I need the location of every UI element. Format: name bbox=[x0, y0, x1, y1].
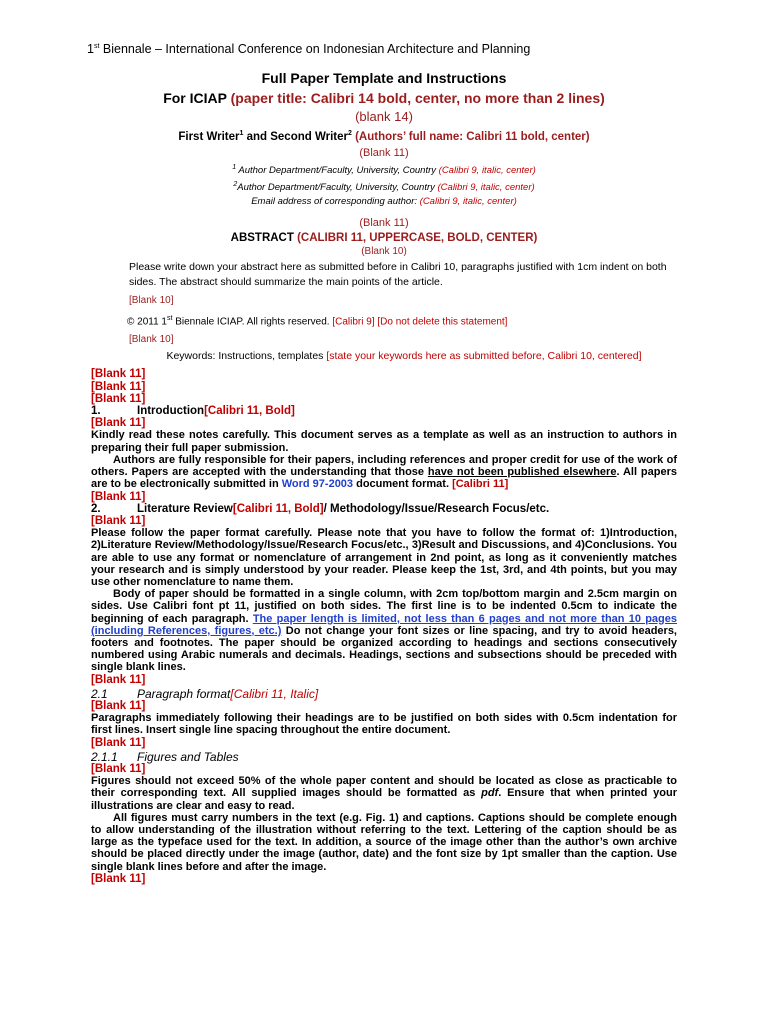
author-sup-1: 1 bbox=[239, 130, 244, 137]
keywords-line bbox=[91, 349, 677, 364]
authors-blank: (Blank 11) bbox=[359, 146, 409, 159]
email-note: (Calibri 9, italic, center) bbox=[419, 196, 517, 208]
abstract-blank-3: [Blank 10] bbox=[129, 334, 174, 346]
aff1-sup: 1 bbox=[232, 163, 237, 171]
section-2-1-num: 2.1 bbox=[91, 686, 108, 701]
section-2-heading bbox=[91, 503, 677, 515]
section-1-num: 1. bbox=[91, 405, 101, 418]
p2-underline: have not been published elsewhere bbox=[427, 466, 617, 479]
abstract-blank-2: [Blank 10] bbox=[129, 295, 174, 307]
section-1-heading bbox=[91, 405, 677, 417]
paragraph bbox=[91, 454, 677, 491]
p2-a: Authors are fully responsible for their papers, including references and proper credit for use of the work of others. Papers are accepted with the understanding that those bbox=[91, 453, 677, 479]
section-2-title: Literature Review bbox=[137, 502, 233, 515]
section-2-1-1-num: 2.1.1 bbox=[91, 749, 118, 764]
blank-line: [Blank 11] bbox=[91, 380, 146, 393]
blank-line: [Blank 11] bbox=[91, 417, 146, 430]
blank-line: [Blank 11] bbox=[91, 490, 146, 503]
body-text bbox=[91, 368, 677, 885]
document-page bbox=[87, 42, 678, 885]
paragraph: Kindly read these notes carefully. This document serves as a template as well as an instruction to authors in preparing their full paper submission. bbox=[91, 429, 677, 454]
section-2-num: 2. bbox=[91, 502, 101, 515]
section-2-1-1-title: Figures and Tables bbox=[137, 749, 239, 764]
abstract-note: (CALIBRI 11, UPPERCASE, BOLD, CENTER) bbox=[297, 232, 538, 245]
copyright-line bbox=[127, 311, 677, 329]
section-1-note: [Calibri 11, Bold] bbox=[204, 405, 295, 418]
section-2-1-title: Paragraph format bbox=[137, 686, 231, 701]
section-2-1-1-heading bbox=[91, 751, 677, 763]
header-text: Biennale – International Conference on Indonesian Architecture and Planning bbox=[99, 42, 531, 56]
aff2-sup: 2 bbox=[233, 180, 238, 188]
affiliation-2 bbox=[91, 178, 677, 195]
section-2-note: [Calibri 11, Bold] bbox=[232, 502, 324, 515]
blank-line: [Blank 11] bbox=[91, 762, 146, 775]
second-writer: and Second Writer bbox=[243, 130, 348, 143]
section-2-rest: / Methodology/Issue/Research Focus/etc. bbox=[323, 502, 550, 515]
blank-line: [Blank 11] bbox=[91, 514, 146, 527]
blank-line: [Blank 11] bbox=[91, 736, 146, 749]
blank-line: [Blank 11] bbox=[91, 699, 146, 712]
copy-b: Biennale ICIAP. All rights reserved. bbox=[172, 316, 333, 328]
abstract-blank: (Blank 10) bbox=[361, 246, 407, 258]
p6-pdf: pdf bbox=[481, 787, 499, 800]
first-writer: First Writer bbox=[178, 130, 240, 143]
blank-line: [Blank 11] bbox=[91, 872, 146, 885]
affiliation-1 bbox=[91, 161, 677, 178]
paragraph bbox=[91, 775, 677, 812]
email-text: Email address of corresponding author: bbox=[251, 196, 420, 208]
paragraph: All figures must carry numbers in the text (e.g. Fig. 1) and captions. Captions should be complete enough to allow understanding of the illustration without referring to the text. Lettering of the caption should be as large as the typeface used for the text. In addition, a source of the image other than the author’s own archive should be placed directly under the image (author, date) and the font size by 1pt smaller than the caption. Use single blank lines before and after the image. bbox=[91, 811, 677, 873]
aff1-note: (Calibri 9, italic, center) bbox=[438, 164, 536, 176]
section-2-1-heading bbox=[91, 688, 677, 700]
abstract-label: ABSTRACT bbox=[230, 232, 298, 245]
p2-note: [Calibri 11] bbox=[452, 478, 509, 491]
title-note: (paper title: Calibri 14 bold, center, no more than 2 lines) bbox=[230, 90, 605, 106]
email-line bbox=[91, 195, 677, 209]
author-sup-2: 2 bbox=[348, 130, 352, 137]
header-num: 1 bbox=[87, 42, 94, 56]
section-2-1-note: [Calibri 11, Italic] bbox=[230, 686, 319, 701]
title-blank: (blank 14) bbox=[355, 109, 413, 124]
blank-line: [Blank 11] bbox=[91, 392, 146, 405]
aff1-text: Author Department/Faculty, University, Country bbox=[236, 164, 439, 176]
keywords-text: Keywords: Instructions, templates bbox=[166, 350, 327, 363]
keywords-note: [state your keywords here as submitted before, Calibri 10, centered] bbox=[326, 350, 642, 363]
running-header bbox=[87, 42, 677, 56]
copy-a: © 2011 1 bbox=[127, 316, 167, 328]
title-line-2 bbox=[91, 90, 677, 106]
authors-note: (Authors’ full name: Calibri 11 bold, center) bbox=[351, 130, 590, 143]
abstract-text: Please write down your abstract here as submitted before in Calibri 10, paragraphs justified with 1cm indent on both sides. The abstract should summarize the main points of the article. bbox=[129, 261, 667, 289]
copy-sup: st bbox=[167, 315, 173, 323]
copy-d: [Do not delete this statement] bbox=[374, 316, 508, 328]
paragraph: Please follow the paper format carefully. Please note that you have to follow the format of: 1)Introduction, 2)Literature Review/Methodology/Issue/Research Focus/etc., 3)Result and Discussions, and 4)Conclusions. You are able to use any format or nomenclature of arrangement in 2nd point, as long as it conveniently matches your research and is simply understood by your reader. Please keep the 1st, 3rd, and 4th points, but you may use other nomenclature to name them. bbox=[91, 527, 677, 588]
header-sup: st bbox=[93, 42, 100, 50]
paragraph bbox=[91, 588, 677, 673]
abstract-heading bbox=[91, 232, 677, 244]
paragraph: Paragraphs immediately following their headings are to be justified on both sides with 0.5cm indentation for first lines. Insert single line spacing throughout the entire document. bbox=[91, 712, 677, 737]
p4-a: Body of paper should be formatted in a single column, with 2cm top/bottom margin and 2.5cm margin on sides. Use Calibri font pt 11, justified on both sides. The first line is to be indented 0.5cm to indicate the beginning of each paragraph. bbox=[91, 588, 677, 625]
aff2-text: Author Department/Faculty, University, Country bbox=[237, 182, 438, 194]
copy-c: [Calibri 9] bbox=[332, 316, 375, 328]
title-prefix: For ICIAP bbox=[163, 90, 231, 106]
p2-word: Word 97-2003 bbox=[281, 478, 354, 491]
email-blank: (Blank 11) bbox=[359, 217, 409, 230]
p2-b: . All papers are to be electronically submitted in bbox=[91, 466, 677, 491]
blank-line: [Blank 11] bbox=[91, 368, 146, 381]
p4-b: Do not change your font sizes or line spacing, and try to avoid headers, footers and footnotes. The paper should be organized according to headings and sections consecutively numbered using Arabic numerals and decimals. Headings, sections and subsections should be preceded with single blank lines. bbox=[91, 624, 677, 674]
title-line-1: Full Paper Template and Instructions bbox=[261, 70, 507, 86]
authors-line bbox=[91, 130, 677, 143]
p2-c: document format. bbox=[353, 478, 453, 491]
blank-line: [Blank 11] bbox=[91, 673, 146, 686]
p6-b: . Ensure that when printed your illustrations are clear and easy to read. bbox=[91, 787, 677, 812]
aff2-note: (Calibri 9, italic, center) bbox=[437, 182, 535, 194]
section-1-title: Introduction bbox=[137, 405, 205, 418]
p6-a: Figures should not exceed 50% of the whole paper content and should be located as close as practicable to their corresponding text. All supplied images should be formatted as bbox=[91, 775, 677, 800]
page-length-link[interactable]: The paper length is limited, not less than 6 pages and not more than 10 pages (including References, figures, etc.) bbox=[91, 612, 678, 637]
